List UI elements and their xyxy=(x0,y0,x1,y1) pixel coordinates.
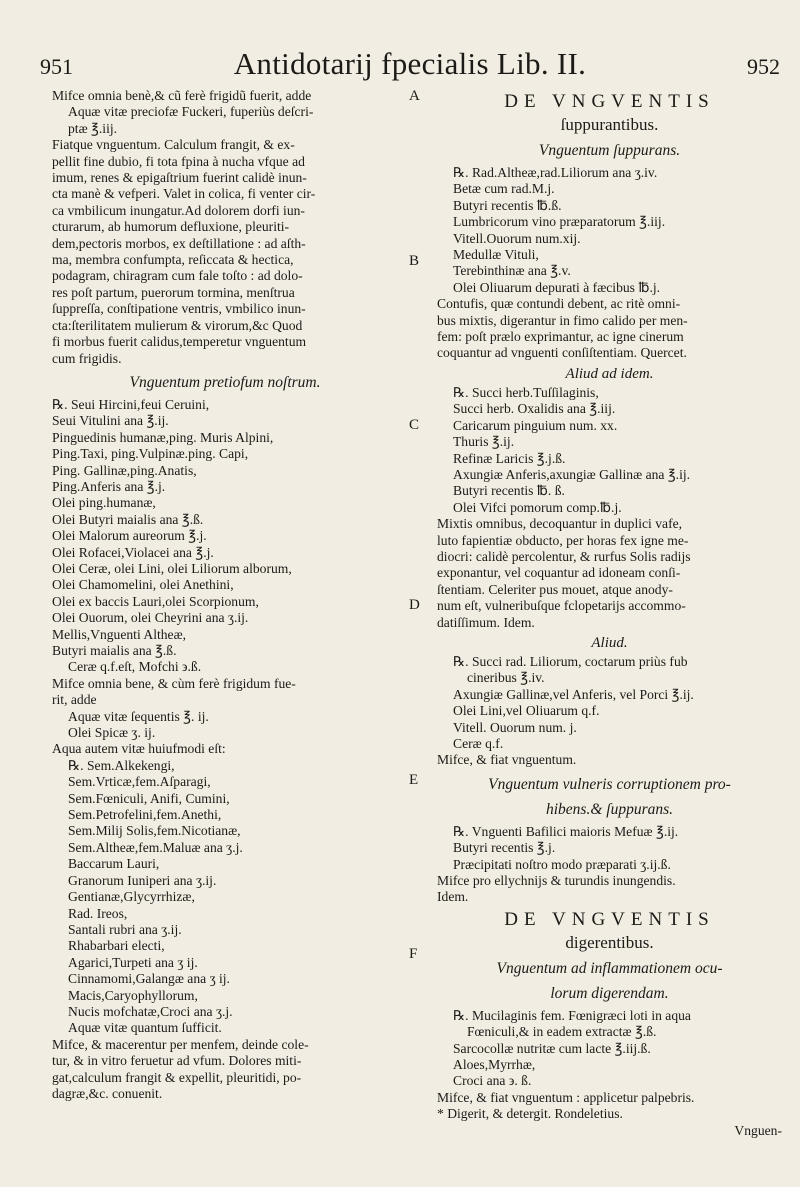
text-line: pellit fine dubio, fi tota fpina à nucha vfque ad xyxy=(52,153,305,169)
recipe-line: ℞. Succi rad. Liliorum, coctarum priùs fub xyxy=(453,653,688,669)
recipe-heading: Vnguentum ſuppurans. xyxy=(538,142,681,159)
recipe-line: Sem.Petrofelini,fem.Anethi, xyxy=(68,807,222,823)
text-line: Olei ex baccis Lauri,olei Scorpionum, xyxy=(52,593,259,609)
recipe-line: Medullæ Vituli, xyxy=(453,247,539,263)
text-line: ℞. Seui Hircini,feui Ceruini, xyxy=(52,396,210,412)
text-line: ſuppreſſa, conſtipatione ventris, vmbilico inun- xyxy=(52,301,306,317)
recipe-line: Sarcocollæ nutritæ cum lacte ℥.iij.ß. xyxy=(453,1040,651,1056)
recipe-line: Aquæ vitæ preciofæ Fuckeri, fuperiùs deſcri- xyxy=(68,104,314,120)
text-line: num eſt, vulneribuſque fclopetarijs accommo- xyxy=(437,598,686,614)
recipe-line: Vitell.Ouorum num.xij. xyxy=(453,230,581,246)
text-line: Seui Vitulini ana ℥.ij. xyxy=(52,413,169,429)
recipe-line: Butyri recentis ℔.ß. xyxy=(453,197,562,213)
text-line: dem,pectoris morbos, ex deſtillatione : ad aſth- xyxy=(52,235,306,251)
text-line: cta:ſterilitatem mulierum & virorum,&c Quod xyxy=(52,317,303,333)
text-line: Mixtis omnibus, decoquantur in duplici vafe, xyxy=(437,516,683,532)
recipe-line: Thuris ℥.ij. xyxy=(453,434,515,450)
left-column xyxy=(52,88,398,1102)
text-line: Olei Chamomelini, olei Anethini, xyxy=(52,577,234,593)
recipe-heading: lorum digerendam. xyxy=(550,984,669,1002)
text-line: Ping. Gallinæ,ping.Anatis, xyxy=(52,462,197,478)
recipe-line: Sem.Altheæ,fem.Maluæ ana ʒ.j. xyxy=(68,839,243,855)
recipe-heading: Vnguentum ad inflammationem ocu- xyxy=(496,959,723,977)
running-title: Antidotarij fpecialis Lib. II. xyxy=(233,46,587,81)
text-line: Mifce, & fiat vnguentum. xyxy=(437,752,577,768)
right-column xyxy=(437,88,782,1139)
text-line: gat,calculum frangit & expellit, pleuritidi, po- xyxy=(52,1069,302,1085)
margin-letter-c: C xyxy=(409,417,420,433)
recipe-line: Butyri recentis ℥.j. xyxy=(453,840,556,856)
text-line: Olei Butyri maialis ana ℥.ß. xyxy=(52,511,204,527)
recipe-line: Succi herb. Oxalidis ana ℥.iij. xyxy=(453,401,616,417)
recipe-line: Præcipitati noſtro modo præparati ʒ.ij.ß. xyxy=(453,856,671,872)
recipe-line: Gentianæ,Glycyrrhizæ, xyxy=(68,889,195,905)
recipe-subheading: Aliud. xyxy=(591,634,628,651)
margin-letter-a: A xyxy=(409,88,420,104)
text-line: Ping.Anferis ana ℥.j. xyxy=(52,478,166,494)
recipe-line: Sem.Fœniculi, Anifi, Cumini, xyxy=(68,790,230,806)
text-line: Idem. xyxy=(437,889,469,905)
recipe-line: ℞. Vnguenti Bafilici maioris Mefuæ ℥.ij. xyxy=(453,823,679,839)
text-line: cum frigidis. xyxy=(52,350,122,366)
recipe-line: ptæ ℥.iij. xyxy=(68,120,118,136)
recipe-line: Santali rubri ana ʒ.ij. xyxy=(68,921,182,937)
recipe-heading: Vnguentum pretiofum noſtrum. xyxy=(129,373,321,391)
recipe-line: ℞. Rad.Altheæ,rad.Liliorum ana ʒ.iv. xyxy=(453,165,658,180)
text-line: bus mixtis, digerantur in fimo calido per men- xyxy=(437,312,688,328)
recipe-line: Vitell. Ouorum num. j. xyxy=(453,719,577,735)
recipe-subheading: Aliud ad idem. xyxy=(565,365,654,382)
recipe-line: Rad. Ireos, xyxy=(68,905,128,921)
section-title: DE VNGVENTIS xyxy=(504,91,715,112)
text-line: datiſſimum. Idem. xyxy=(437,614,535,630)
recipe-line: Macis,Caryophyllorum, xyxy=(68,987,198,1003)
recipe-line: Olei Vifci pomorum comp.℔.j. xyxy=(453,499,622,515)
text-line: Olei Rofacei,Violacei ana ℥.j. xyxy=(52,544,214,560)
recipe-heading: hibens.& ſuppurans. xyxy=(545,800,674,818)
recipe-line: Refinæ Laricis ℥.j.ß. xyxy=(453,450,566,466)
text-line: Mifce, & macerentur per menfem, deinde cole- xyxy=(52,1036,309,1052)
text-line: tur, & in vitro feruetur ad vfum. Dolores miti- xyxy=(52,1053,302,1069)
section-title: DE VNGVENTIS xyxy=(504,908,715,930)
text-line: rit, adde xyxy=(52,692,97,708)
text-line: podagram, chiragram cum fale toſto : ad dolo- xyxy=(52,268,303,284)
margin-letter-b: B xyxy=(409,253,420,269)
recipe-line: Sem.Milij Solis,fem.Nicotianæ, xyxy=(68,823,241,839)
recipe-line: Agarici,Turpeti ana ʒ ij. xyxy=(68,954,198,970)
recipe-line: cineribus ℥.iv. xyxy=(467,670,545,686)
recipe-line: Sem.Vrticæ,fem.Aſparagi, xyxy=(68,774,211,790)
text-line: Mifce, & fiat vnguentum : applicetur palpebris. xyxy=(437,1089,695,1105)
recipe-line: Ceræ q.f.eſt, Mofchi ϶.ß. xyxy=(68,659,202,675)
text-line: res poſt partum, puerorum tormina, menſtrua xyxy=(52,284,295,300)
text-line: Olei Ceræ, olei Lini, olei Liliorum alborum, xyxy=(52,560,292,576)
text-line: Mifce omnia benè,& cũ ferè frigidũ fuerit, adde xyxy=(52,88,312,103)
recipe-line: Butyri recentis ℔. ß. xyxy=(453,483,565,499)
text-line: ſtentiam. Celeriter pus mouet, atque anody- xyxy=(437,581,673,597)
recipe-line: Granorum Iuniperi ana ʒ.ij. xyxy=(68,872,217,888)
recipe-line: Axungiæ Anferis,axungiæ Gallinæ ana ℥.ij. xyxy=(453,466,691,482)
margin-letter-d: D xyxy=(409,597,420,613)
recipe-line: Croci ana ϶. ß. xyxy=(453,1073,532,1089)
text-line: Contufis, quæ contundi debent, ac ritè omni- xyxy=(437,296,681,312)
recipe-line: Olei Oliuarum depurati à fæcibus ℔.j. xyxy=(453,279,661,295)
recipe-line: Fœniculi,& in eadem extractæ ℥.ß. xyxy=(467,1024,657,1040)
text-line: Olei ping.humanæ, xyxy=(52,495,156,511)
text-line: cta manè & vefperi. Valet in colica, fi venter cir- xyxy=(52,186,316,202)
text-line: Olei Malorum aureorum ℥.j. xyxy=(52,528,207,544)
page-number-left: 951 xyxy=(40,54,73,79)
recipe-line: Olei Spicæ ʒ. ij. xyxy=(68,725,156,741)
recipe-line: Axungiæ Gallinæ,vel Anferis, vel Porci ℥.ij. xyxy=(453,686,694,702)
text-line: diocri: calidè percolentur, & rurfus Solis radijs xyxy=(437,548,691,564)
text-line: cturarum, ab humorum defluxione, pleuriti- xyxy=(52,219,290,235)
recipe-line: Aquæ vitæ ſequentis ℥. ij. xyxy=(68,708,209,724)
text-line: Mellis,Vnguenti Altheæ, xyxy=(52,626,187,642)
text-line: dagræ,&c. conuenit. xyxy=(52,1085,163,1101)
recipe-line: Nucis mofchatæ,Croci ana ʒ.j. xyxy=(68,1003,233,1019)
text-line: Mifce omnia bene, & cùm ferè frigidum fue- xyxy=(52,675,296,691)
recipe-line: ℞. Sem.Alkekengi, xyxy=(68,757,175,773)
recipe-line: Aquæ vitæ quantum ſufficit. xyxy=(68,1020,222,1036)
recipe-line: ℞. Succi herb.Tuſſilaginis, xyxy=(453,384,599,400)
text-line: luto fapientiæ obducto, per horas fex igne me- xyxy=(437,532,689,548)
section-subtitle: ſuppurantibus. xyxy=(560,115,659,134)
text-line: Olei Ouorum, olei Cheyrini ana ʒ.ij. xyxy=(52,610,249,626)
text-line: * Digerit, & detergit. Rondeletius. xyxy=(437,1106,623,1122)
catchword: Vnguen- xyxy=(734,1122,782,1138)
text-line: Fiatque vnguentum. Calculum frangit, & ex- xyxy=(52,137,295,153)
recipe-line: Rhabarbari electi, xyxy=(68,938,165,954)
text-line: Ping.Taxi, ping.Vulpinæ.ping. Capi, xyxy=(52,446,249,462)
recipe-line: ℞. Mucilaginis fem. Fœnigræci loti in aqua xyxy=(453,1007,691,1023)
recipe-line: Baccarum Lauri, xyxy=(68,856,160,872)
recipe-line: Ceræ q.f. xyxy=(453,736,504,751)
recipe-line: Cinnamomi,Galangæ ana ʒ ij. xyxy=(68,971,230,987)
text-line: exponantur, vel coquantur ad idoneam conſi- xyxy=(437,565,681,581)
section-subtitle: digerentibus. xyxy=(565,932,654,952)
margin-letter-f: F xyxy=(409,946,418,962)
recipe-line: Olei Lini,vel Oliuarum q.f. xyxy=(453,703,600,719)
text-line: Aqua autem vitæ huiufmodi eſt: xyxy=(52,741,226,757)
text-line: Butyri maialis ana ℥.ß. xyxy=(52,643,177,658)
text-line: fi morbus fuerit calidus,temperetur vnguentum xyxy=(52,334,307,350)
recipe-line: Aloes,Myrrhæ, xyxy=(453,1057,536,1073)
text-line: fem: poſt prælo exprimantur, ac igne cinerum xyxy=(437,329,684,345)
recipe-heading: Vnguentum vulneris corruptionem pro- xyxy=(488,775,731,793)
recipe-line: Lumbricorum vino præparatorum ℥.iij. xyxy=(453,214,666,230)
text-line: Mifce pro ellychnijs & turundis inungendis. xyxy=(437,873,676,889)
text-line: ma, membra confumpta, reſiccata & hectica, xyxy=(52,252,294,268)
running-header xyxy=(40,46,780,86)
text-line: ca vmbilicum inungatur.Ad dolorem dorfi iun- xyxy=(52,202,305,218)
recipe-line: Terebinthinæ ana ℥.v. xyxy=(453,263,571,279)
page-number-right: 952 xyxy=(747,54,780,79)
text-line: coquantur ad vnguenti conſiſtentiam. Quercet. xyxy=(437,345,687,361)
text-line: Pinguedinis humanæ,ping. Muris Alpini, xyxy=(52,429,274,445)
text-line: imum, renes & epigaſtrium fuerint calidè inun- xyxy=(52,170,307,186)
margin-letter-e: E xyxy=(409,772,419,788)
recipe-line: Betæ cum rad.M.j. xyxy=(453,181,555,197)
recipe-line: Caricarum pinguium num. xx. xyxy=(453,417,618,433)
